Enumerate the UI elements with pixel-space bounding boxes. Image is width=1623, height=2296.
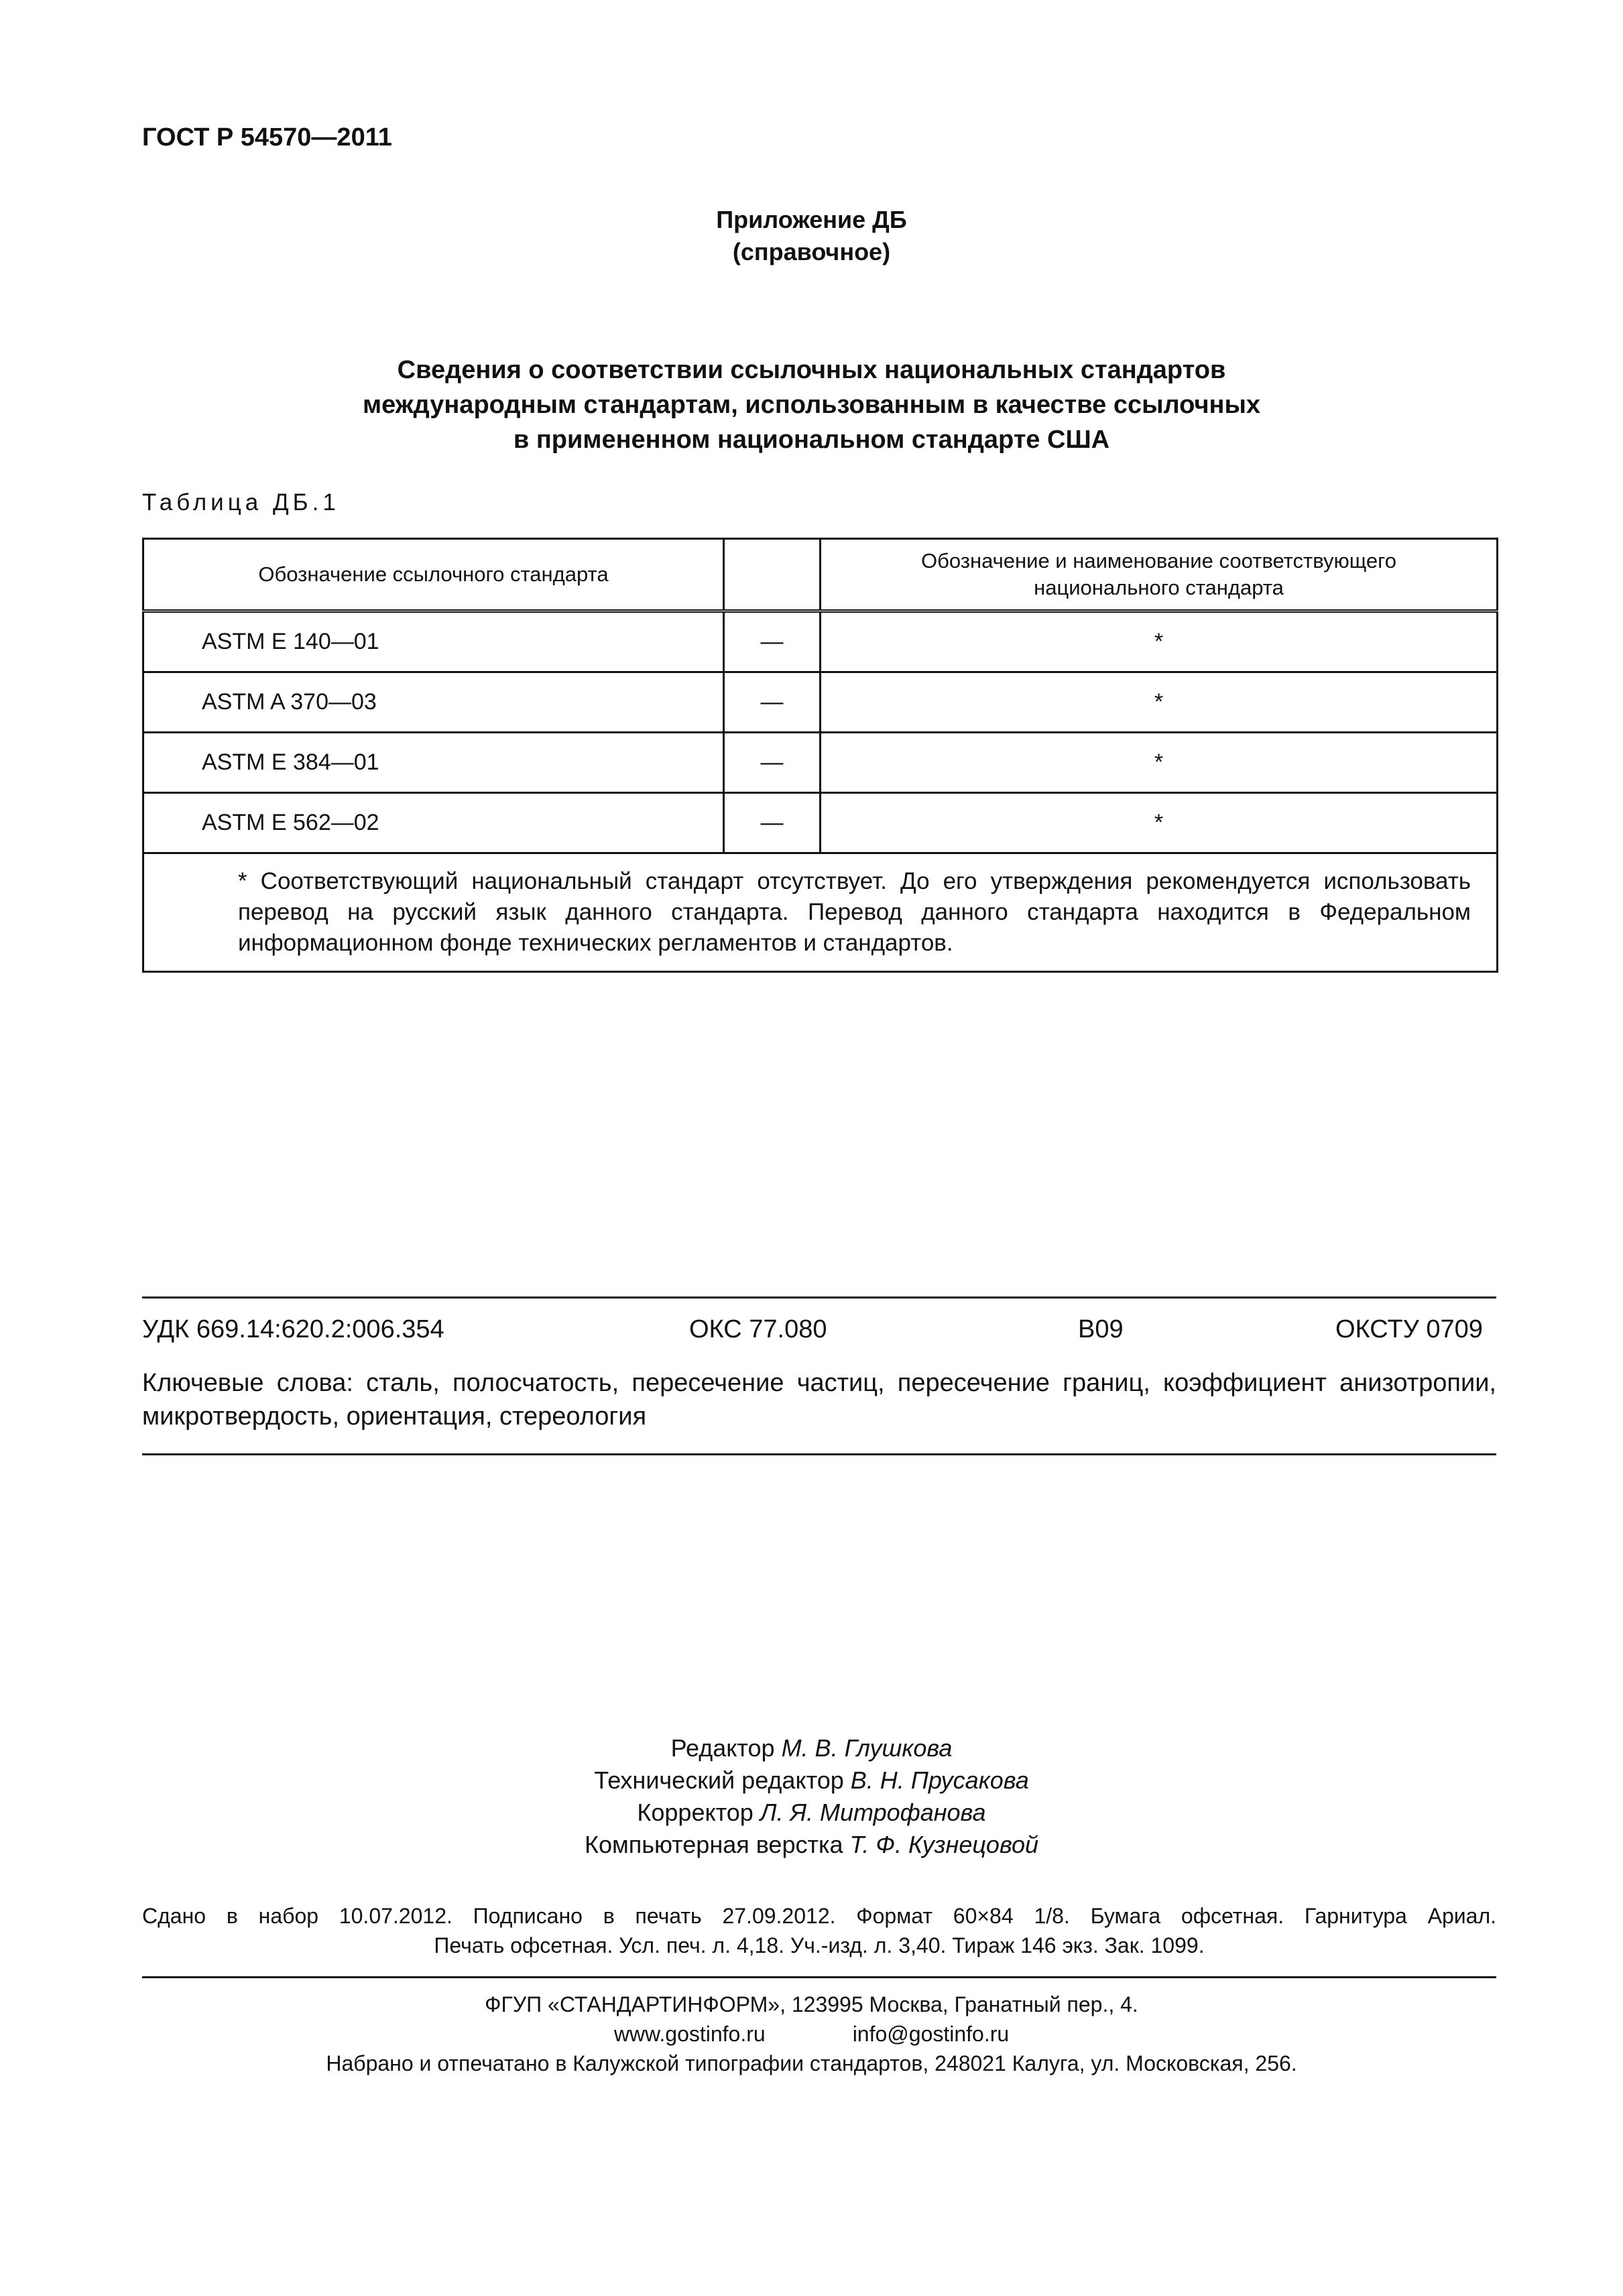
cell-degree: — xyxy=(724,672,821,733)
table-row xyxy=(143,611,1498,672)
keywords: Ключевые слова: сталь, полосчатость, пересечение частиц, пересечение границ, коэффициент анизотропии, микротвердость, ориентация, стереология xyxy=(142,1369,1496,1431)
credit-role: Компьютерная верстка xyxy=(584,1831,843,1858)
publisher-address: ФГУП «СТАНДАРТИНФОРМ», 123995 Москва, Гранатный пер., 4. xyxy=(485,1992,1138,2016)
credit-line xyxy=(0,1829,1623,1861)
section-title xyxy=(0,353,1623,457)
cell-degree: — xyxy=(724,793,821,853)
cell-national: * xyxy=(821,733,1498,793)
credit-name: Т. Ф. Кузнецовой xyxy=(849,1831,1038,1858)
credit-line xyxy=(0,1797,1623,1829)
email-link[interactable]: info@gostinfo.ru xyxy=(852,2022,1010,2046)
credit-name: М. В. Глушкова xyxy=(781,1734,953,1762)
print-info xyxy=(142,1901,1496,1960)
footnote-text: * Соответствующий национальный стандарт отсутствует. До его утверждения рекомендуется использовать перевод на русский язык данного стандарта. Перевод данного стандарта находится в Федеральном информационном фонде технических регламентов и стандартов. xyxy=(238,868,1471,956)
table-footnote xyxy=(143,853,1498,972)
table-footnote-row xyxy=(143,853,1498,972)
publisher-contacts xyxy=(614,2019,1009,2049)
table-row xyxy=(143,672,1498,733)
print-info-line: Печать офсетная. Усл. печ. л. 4,18. Уч.-изд. л. 3,40. Тираж 146 экз. Зак. 1099. xyxy=(434,1933,1205,1957)
cell-standard: ASTM E 140—01 xyxy=(143,611,724,672)
appendix-title: Приложение ДБ xyxy=(716,206,907,233)
credits xyxy=(0,1732,1623,1861)
section-title-line: Сведения о соответствии ссылочных национальных стандартов xyxy=(397,356,1226,384)
website-link[interactable]: www.gostinfo.ru xyxy=(613,2022,766,2046)
section-title-line: международным стандартам, использованным в качестве ссылочных xyxy=(362,391,1261,419)
credit-role: Технический редактор xyxy=(594,1766,844,1794)
table-row xyxy=(143,733,1498,793)
credit-role: Корректор xyxy=(637,1799,754,1826)
column-header-national-text: Обозначение и наименование соответствующего национального стандарта xyxy=(920,549,1397,599)
cell-standard: ASTM E 562—02 xyxy=(143,793,724,853)
udk-code: УДК 669.14:620.2:006.354 xyxy=(142,1315,444,1343)
table-row xyxy=(143,793,1498,853)
divider xyxy=(142,1453,1496,1455)
table-label: Таблица ДБ.1 xyxy=(142,489,340,516)
publisher-info xyxy=(0,1990,1623,2078)
credit-role: Редактор xyxy=(670,1734,775,1762)
credit-line xyxy=(0,1764,1623,1797)
oks-code: ОКС 77.080 xyxy=(689,1315,827,1343)
column-header-standard: Обозначение ссылочного стандарта xyxy=(143,539,724,611)
cell-standard: ASTM E 384—01 xyxy=(143,733,724,793)
divider xyxy=(142,1976,1496,1978)
printer-info: Набрано и отпечатано в Калужской типографии стандартов, 248021 Калуга, ул. Московская, 256. xyxy=(326,2051,1297,2075)
credit-name: В. Н. Прусакова xyxy=(850,1766,1029,1794)
cell-national: * xyxy=(821,793,1498,853)
section-title-line: в примененном национальном стандарте США xyxy=(513,426,1110,454)
cell-standard: ASTM A 370—03 xyxy=(143,672,724,733)
okstu-code: ОКСТУ 0709 xyxy=(1335,1315,1483,1343)
column-header-national xyxy=(821,539,1498,611)
column-header-degree xyxy=(724,539,821,611)
divider xyxy=(142,1296,1496,1298)
standards-table xyxy=(142,538,1498,973)
table-header-row xyxy=(143,539,1498,611)
credit-name: Л. Я. Митрофанова xyxy=(760,1799,986,1826)
cell-degree: — xyxy=(724,611,821,672)
document-code: ГОСТ Р 54570—2011 xyxy=(142,123,392,152)
cell-degree: — xyxy=(724,733,821,793)
cell-national: * xyxy=(821,672,1498,733)
cell-national: * xyxy=(821,611,1498,672)
appendix-subtitle: (справочное) xyxy=(732,238,891,265)
class-code: В09 xyxy=(1078,1315,1124,1343)
print-info-line: Сдано в набор 10.07.2012. Подписано в печать 27.09.2012. Формат 60×84 1/8. Бумага офсетная. Гарнитура Ариал. xyxy=(142,1904,1496,1928)
credit-line xyxy=(0,1732,1623,1764)
